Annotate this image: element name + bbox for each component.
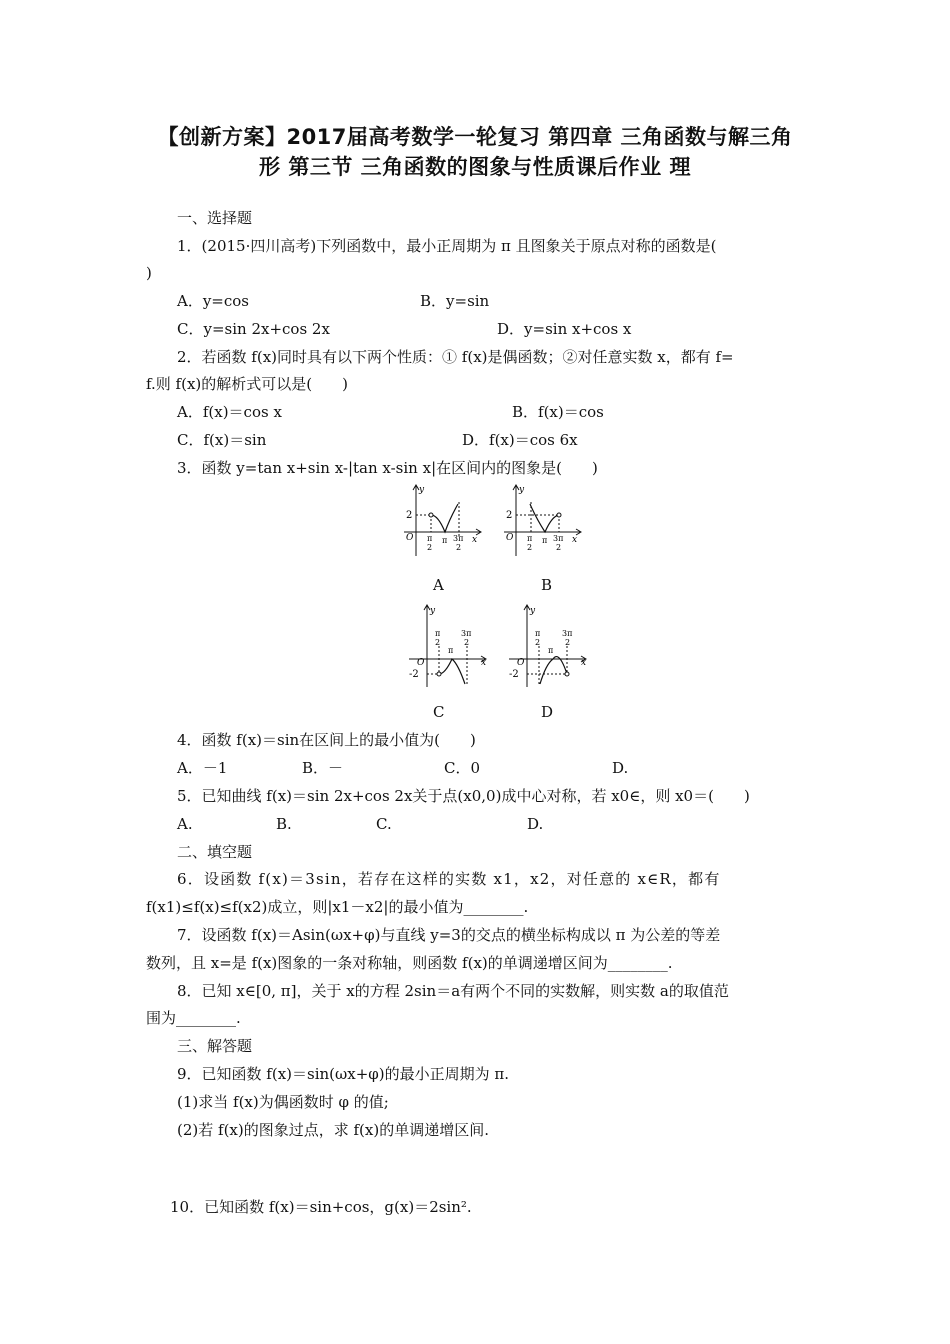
- q1-option-d: D．y=sin x+cos x: [497, 320, 632, 338]
- graph-d-tick-pi-half-num: π: [535, 629, 541, 638]
- graph-c-tick-3pi-half-num: 3π: [461, 629, 472, 638]
- graph-b-tick-pi: π: [542, 536, 548, 545]
- section-heading-answer: 三、解答题: [177, 1037, 253, 1055]
- document-title-line-2: 形 第三节 三角函数的图象与性质课后作业 理: [259, 155, 691, 179]
- q5-option-d: D.: [527, 815, 544, 833]
- graph-d-label: D: [541, 703, 554, 721]
- graph-d-tick-pi: π: [548, 646, 554, 655]
- graph-c-tick-pi-half-num: π: [435, 629, 441, 638]
- graph-a-x-label: x: [472, 535, 478, 545]
- q5-option-b: B.: [276, 815, 292, 833]
- graph-c-origin: O: [417, 658, 425, 668]
- graph-b-y-label: y: [519, 485, 525, 495]
- graph-a-tick-3pi-half-den: 2: [456, 543, 462, 552]
- graph-a-tick-3pi-half-num: 3π: [453, 534, 464, 543]
- graph-c: [405, 602, 495, 692]
- q6-stem-cont: f(x1)≤f(x)≤f(x2)成立，则|x1－x2|的最小值为________.: [146, 898, 529, 916]
- graph-c-tick-pi-half-den: 2: [435, 638, 441, 647]
- q2-option-a: A．f(x)＝cos x: [177, 403, 282, 421]
- graph-b-x-label: x: [572, 535, 578, 545]
- graph-c-tick-3pi-half-den: 2: [464, 638, 470, 647]
- section-heading-choice: 一、选择题: [177, 209, 253, 227]
- graph-c-x-label: x: [481, 658, 487, 668]
- graph-a-origin: O: [406, 533, 414, 543]
- document-title-line-1: 【创新方案】2017届高考数学一轮复习 第四章 三角函数与解三角: [157, 125, 793, 149]
- q2-option-d: D．f(x)＝cos 6x: [462, 431, 578, 449]
- q7-stem: 7．设函数 f(x)＝Asin(ωx+φ)与直线 y=3的交点的横坐标构成以 π 为公差的等差: [177, 926, 721, 944]
- graph-d-tick-pi-half-den: 2: [535, 638, 541, 647]
- q10-stem: 10．已知函数 f(x)＝sin+cos，g(x)＝2sin².: [170, 1198, 472, 1216]
- graph-c-y-label: y: [430, 606, 436, 616]
- graph-d-y-label: y: [530, 606, 536, 616]
- graph-a-y-label: y: [419, 485, 425, 495]
- graph-c-label: C: [433, 703, 445, 721]
- q4-stem: 4．函数 f(x)＝sin在区间上的最小值为( ): [177, 731, 476, 749]
- q9-part-1: (1)求当 f(x)为偶函数时 φ 的值;: [177, 1093, 389, 1111]
- q2-stem: 2．若函数 f(x)同时具有以下两个性质：① f(x)是偶函数；②对任意实数 x，都有 f=: [177, 348, 734, 366]
- graph-c-tick-pi: π: [448, 646, 454, 655]
- graph-b-label: B: [541, 576, 553, 594]
- q2-stem-cont: f.则 f(x)的解析式可以是( ): [146, 375, 348, 393]
- graph-a-label: A: [433, 576, 444, 594]
- q9-stem: 9．已知函数 f(x)＝sin(ωx+φ)的最小正周期为 π.: [177, 1065, 510, 1083]
- graph-d-tick-neg2: -2: [509, 669, 519, 680]
- graph-d-tick-3pi-half-num: 3π: [562, 629, 573, 638]
- graph-b-origin: O: [506, 533, 514, 543]
- q2-option-b: B．f(x)＝cos: [512, 403, 604, 421]
- graph-b-tick-pi-half-den: 2: [527, 543, 533, 552]
- graph-d-origin: O: [517, 658, 525, 668]
- graph-b-tick-3pi-half-num: 3π: [553, 534, 564, 543]
- graph-d-tick-3pi-half-den: 2: [565, 638, 571, 647]
- q2-option-c: C．f(x)＝sin: [177, 431, 267, 449]
- graph-a-tick-2: 2: [406, 510, 413, 521]
- q7-stem-cont: 数列，且 x=是 f(x)图象的一条对称轴，则函数 f(x)的单调递增区间为________.: [146, 954, 673, 972]
- graph-b-tick-2: 2: [506, 510, 513, 521]
- q4-option-c: C．0: [444, 759, 481, 777]
- graph-c-tick-neg2: -2: [409, 669, 419, 680]
- q5-option-c: C.: [376, 815, 392, 833]
- q9-part-2: (2)若 f(x)的图象过点，求 f(x)的单调递增区间.: [177, 1121, 489, 1139]
- q1-stem-cont: ): [146, 264, 152, 282]
- section-heading-fill: 二、填空题: [177, 843, 253, 861]
- graph-b: [500, 482, 590, 562]
- q1-option-a: A．y=cos: [177, 292, 250, 310]
- q8-stem: 8．已知 x∈[0, π]，关于 x的方程 2sin＝a有两个不同的实数解，则实数 a的取值范: [177, 982, 729, 1000]
- graph-a-tick-pi-half-den: 2: [427, 543, 433, 552]
- q3-stem: 3．函数 y=tan x+sin x-|tan x-sin x|在区间内的图象是( ): [177, 459, 598, 477]
- q1-stem: 1．(2015·四川高考)下列函数中，最小正周期为 π 且图象关于原点对称的函数是(: [177, 237, 717, 255]
- q8-stem-cont: 围为________.: [146, 1009, 241, 1027]
- graph-a: [400, 482, 490, 562]
- q6-stem: 6．设函数 f(x)＝3sin，若存在这样的实数 x1，x2，对任意的 x∈R，都有: [177, 870, 721, 888]
- graph-d: [505, 602, 595, 692]
- q4-option-d: D.: [612, 759, 629, 777]
- graph-a-tick-pi: π: [442, 536, 448, 545]
- q4-option-b: B．－: [302, 759, 344, 777]
- q1-option-c: C．y=sin 2x+cos 2x: [177, 320, 330, 338]
- q1-option-b: B．y=sin: [420, 292, 490, 310]
- graph-a-tick-pi-half-num: π: [427, 534, 433, 543]
- q4-option-a: A．－1: [177, 759, 228, 777]
- q5-option-a: A.: [177, 815, 193, 833]
- graph-b-tick-pi-half-num: π: [527, 534, 533, 543]
- graph-b-tick-3pi-half-den: 2: [556, 543, 562, 552]
- graph-d-x-label: x: [581, 658, 587, 668]
- q5-stem: 5．已知曲线 f(x)＝sin 2x+cos 2x关于点(x0,0)成中心对称，若 x0∈，则 x0＝( ): [177, 787, 750, 805]
